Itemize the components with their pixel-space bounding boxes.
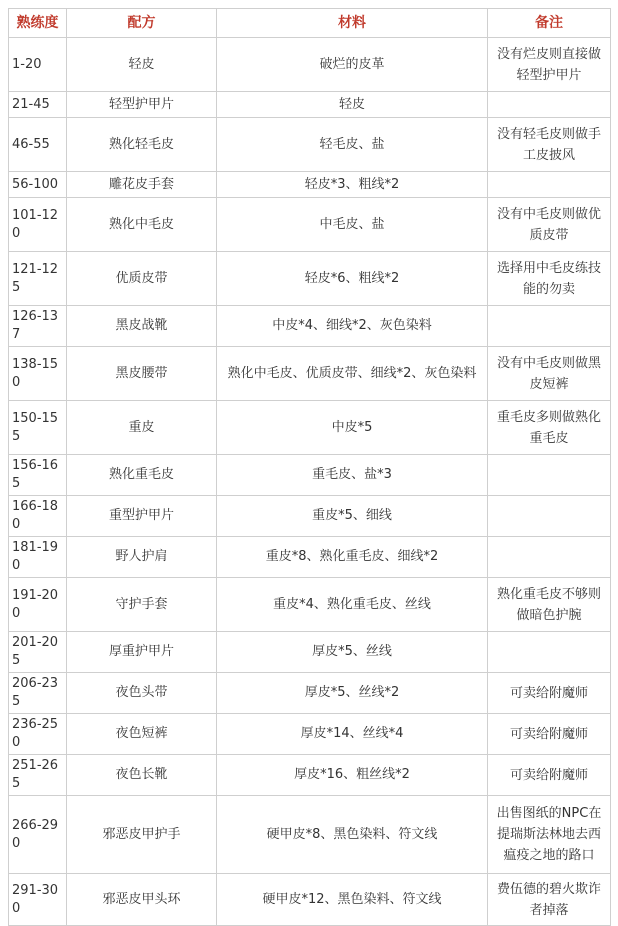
table-row bbox=[9, 347, 611, 401]
proficiency-cell: 206-235 bbox=[9, 673, 67, 714]
note-cell bbox=[488, 306, 611, 347]
table-row bbox=[9, 401, 611, 455]
proficiency-cell: 101-120 bbox=[9, 198, 67, 252]
proficiency-cell: 266-290 bbox=[9, 796, 67, 874]
proficiency-cell: 150-155 bbox=[9, 401, 67, 455]
proficiency-cell: 236-250 bbox=[9, 714, 67, 755]
materials-cell: 轻皮*3、粗线*2 bbox=[217, 172, 488, 198]
table-row bbox=[9, 118, 611, 172]
note-cell: 可卖给附魔师 bbox=[488, 755, 611, 796]
note-cell: 熟化重毛皮不够则做暗色护腕 bbox=[488, 578, 611, 632]
recipe-cell: 守护手套 bbox=[67, 578, 217, 632]
note-cell: 选择用中毛皮练技能的勿卖 bbox=[488, 252, 611, 306]
table-row bbox=[9, 714, 611, 755]
note-cell bbox=[488, 537, 611, 578]
proficiency-cell: 121-125 bbox=[9, 252, 67, 306]
materials-cell: 厚皮*5、丝线*2 bbox=[217, 673, 488, 714]
note-cell: 可卖给附魔师 bbox=[488, 673, 611, 714]
materials-cell: 中毛皮、盐 bbox=[217, 198, 488, 252]
materials-cell: 重毛皮、盐*3 bbox=[217, 455, 488, 496]
table-row bbox=[9, 496, 611, 537]
recipe-cell: 轻皮 bbox=[67, 38, 217, 92]
recipe-cell: 雕花皮手套 bbox=[67, 172, 217, 198]
proficiency-cell: 251-265 bbox=[9, 755, 67, 796]
materials-cell: 轻皮*6、粗线*2 bbox=[217, 252, 488, 306]
recipe-table bbox=[8, 8, 611, 926]
note-cell: 可卖给附魔师 bbox=[488, 714, 611, 755]
table-row bbox=[9, 537, 611, 578]
table-row bbox=[9, 578, 611, 632]
recipe-cell: 轻型护甲片 bbox=[67, 92, 217, 118]
note-cell: 费伍德的碧火欺诈者掉落 bbox=[488, 874, 611, 926]
proficiency-cell: 138-150 bbox=[9, 347, 67, 401]
recipe-cell: 优质皮带 bbox=[67, 252, 217, 306]
table-row bbox=[9, 455, 611, 496]
proficiency-cell: 191-200 bbox=[9, 578, 67, 632]
proficiency-cell: 291-300 bbox=[9, 874, 67, 926]
header-proficiency: 熟练度 bbox=[9, 9, 67, 38]
recipe-cell: 黑皮战靴 bbox=[67, 306, 217, 347]
materials-cell: 厚皮*14、丝线*4 bbox=[217, 714, 488, 755]
materials-cell: 轻毛皮、盐 bbox=[217, 118, 488, 172]
note-cell bbox=[488, 496, 611, 537]
note-cell: 没有轻毛皮则做手工皮披风 bbox=[488, 118, 611, 172]
materials-cell: 硬甲皮*8、黑色染料、符文线 bbox=[217, 796, 488, 874]
materials-cell: 中皮*5 bbox=[217, 401, 488, 455]
materials-cell: 厚皮*16、粗丝线*2 bbox=[217, 755, 488, 796]
recipe-cell: 夜色头带 bbox=[67, 673, 217, 714]
note-cell: 没有烂皮则直接做轻型护甲片 bbox=[488, 38, 611, 92]
materials-cell: 硬甲皮*12、黑色染料、符文线 bbox=[217, 874, 488, 926]
proficiency-cell: 46-55 bbox=[9, 118, 67, 172]
table-row bbox=[9, 632, 611, 673]
proficiency-cell: 56-100 bbox=[9, 172, 67, 198]
recipe-cell: 熟化重毛皮 bbox=[67, 455, 217, 496]
proficiency-cell: 156-165 bbox=[9, 455, 67, 496]
header-recipe: 配方 bbox=[67, 9, 217, 38]
note-cell bbox=[488, 632, 611, 673]
table-row bbox=[9, 172, 611, 198]
header-notes: 备注 bbox=[488, 9, 611, 38]
proficiency-cell: 21-45 bbox=[9, 92, 67, 118]
note-cell: 重毛皮多则做熟化重毛皮 bbox=[488, 401, 611, 455]
table-header-row bbox=[9, 9, 611, 38]
materials-cell: 轻皮 bbox=[217, 92, 488, 118]
note-cell: 出售图纸的NPC在提瑞斯法林地去西瘟疫之地的路口 bbox=[488, 796, 611, 874]
materials-cell: 重皮*5、细线 bbox=[217, 496, 488, 537]
note-cell bbox=[488, 172, 611, 198]
recipe-cell: 夜色短裤 bbox=[67, 714, 217, 755]
note-cell: 没有中毛皮则做黑皮短裤 bbox=[488, 347, 611, 401]
materials-cell: 重皮*8、熟化重毛皮、细线*2 bbox=[217, 537, 488, 578]
recipe-cell: 黑皮腰带 bbox=[67, 347, 217, 401]
note-cell bbox=[488, 455, 611, 496]
proficiency-cell: 126-137 bbox=[9, 306, 67, 347]
table-row bbox=[9, 38, 611, 92]
table-row bbox=[9, 755, 611, 796]
materials-cell: 中皮*4、细线*2、灰色染料 bbox=[217, 306, 488, 347]
materials-cell: 厚皮*5、丝线 bbox=[217, 632, 488, 673]
proficiency-cell: 201-205 bbox=[9, 632, 67, 673]
recipe-cell: 野人护肩 bbox=[67, 537, 217, 578]
proficiency-cell: 166-180 bbox=[9, 496, 67, 537]
note-cell: 没有中毛皮则做优质皮带 bbox=[488, 198, 611, 252]
recipe-cell: 邪恶皮甲护手 bbox=[67, 796, 217, 874]
recipe-cell: 熟化轻毛皮 bbox=[67, 118, 217, 172]
recipe-cell: 邪恶皮甲头环 bbox=[67, 874, 217, 926]
table-row bbox=[9, 252, 611, 306]
recipe-cell: 重皮 bbox=[67, 401, 217, 455]
materials-cell: 重皮*4、熟化重毛皮、丝线 bbox=[217, 578, 488, 632]
header-materials: 材料 bbox=[217, 9, 488, 38]
proficiency-cell: 1-20 bbox=[9, 38, 67, 92]
table-row bbox=[9, 198, 611, 252]
table-row bbox=[9, 92, 611, 118]
proficiency-cell: 181-190 bbox=[9, 537, 67, 578]
table-row bbox=[9, 796, 611, 874]
recipe-cell: 熟化中毛皮 bbox=[67, 198, 217, 252]
table-row bbox=[9, 306, 611, 347]
table-row bbox=[9, 874, 611, 926]
recipe-cell: 夜色长靴 bbox=[67, 755, 217, 796]
materials-cell: 破烂的皮革 bbox=[217, 38, 488, 92]
recipe-cell: 厚重护甲片 bbox=[67, 632, 217, 673]
note-cell bbox=[488, 92, 611, 118]
table-row bbox=[9, 673, 611, 714]
recipe-cell: 重型护甲片 bbox=[67, 496, 217, 537]
materials-cell: 熟化中毛皮、优质皮带、细线*2、灰色染料 bbox=[217, 347, 488, 401]
